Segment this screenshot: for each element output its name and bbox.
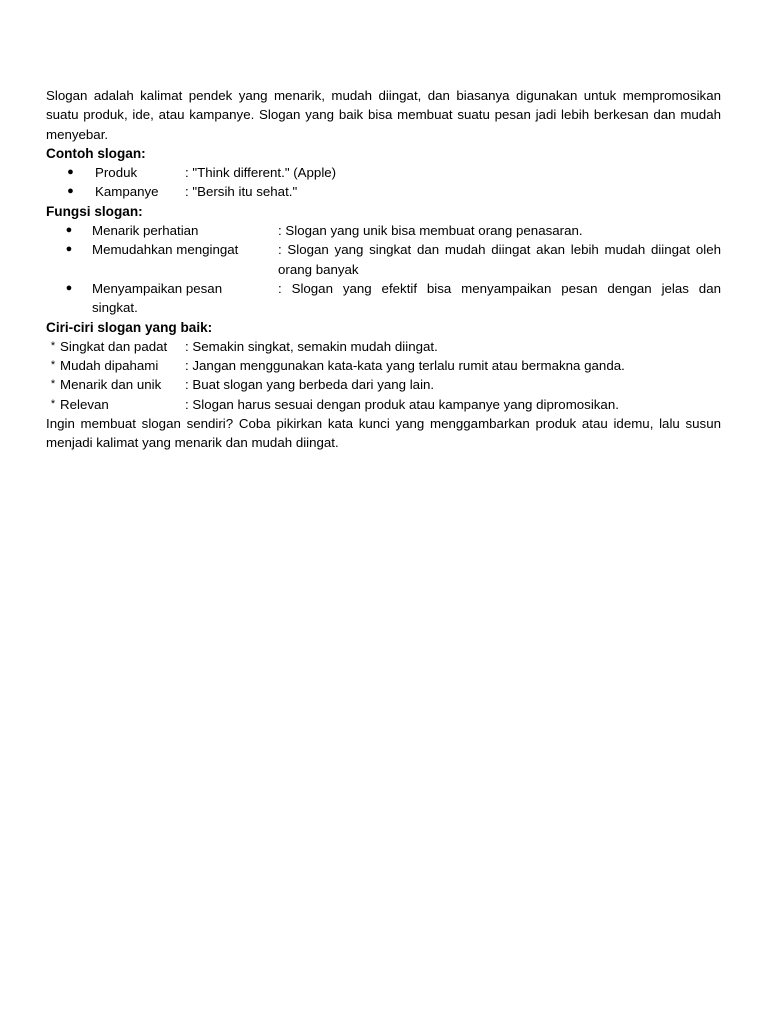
functions-heading: Fungsi slogan: bbox=[46, 203, 143, 219]
function-continuation: singkat. bbox=[92, 300, 138, 316]
trait-value: : Semakin singkat, semakin mudah diingat. bbox=[185, 338, 438, 354]
bullet-icon: ● bbox=[65, 243, 73, 256]
function-label: Memudahkan mengingat bbox=[92, 242, 239, 258]
trait-label: Mudah dipahami bbox=[60, 358, 159, 374]
intro-paragraph: Slogan adalah kalimat pendek yang menarik, mudah diingat, dan biasanya digunakan untuk mempromosikan suatu produk, ide, atau kampanye. Slogan yang baik bisa membuat suatu pesan jadi lebih berkesan dan mudah menyebar. bbox=[46, 88, 721, 142]
list-item bbox=[46, 240, 721, 279]
asterisk-icon: * bbox=[50, 378, 56, 391]
example-label: Kampanye bbox=[95, 184, 159, 200]
example-value: : "Think different." (Apple) bbox=[185, 165, 337, 181]
bullet-icon: ● bbox=[67, 185, 74, 198]
function-value: : Slogan yang efektif bisa menyampaikan pesan dengan jelas dan bbox=[278, 280, 721, 296]
traits-list bbox=[46, 337, 721, 414]
function-value: : Slogan yang singkat dan mudah diingat akan lebih mudah diingat oleh orang banyak bbox=[278, 242, 721, 277]
document-page bbox=[46, 86, 721, 453]
trait-value: : Jangan menggunakan kata-kata yang terlalu rumit atau bermakna ganda. bbox=[185, 358, 625, 374]
trait-value: : Slogan harus sesuai dengan produk atau kampanye yang dipromosikan. bbox=[185, 396, 619, 412]
trait-label: Menarik dan unik bbox=[60, 377, 162, 393]
closing-paragraph: Ingin membuat slogan sendiri? Coba pikirkan kata kunci yang menggambarkan produk atau idemu, lalu susun menjadi kalimat yang menarik dan mudah diingat. bbox=[46, 416, 721, 451]
example-value: : "Bersih itu sehat." bbox=[185, 184, 298, 200]
list-item bbox=[46, 395, 721, 414]
traits-heading: Ciri-ciri slogan yang baik: bbox=[46, 319, 213, 335]
trait-label: Singkat dan padat bbox=[60, 338, 168, 354]
list-item bbox=[46, 221, 721, 240]
function-label: Menyampaikan pesan bbox=[92, 280, 223, 296]
list-item bbox=[46, 279, 721, 298]
list-item bbox=[46, 163, 721, 182]
examples-heading: Contoh slogan: bbox=[46, 145, 146, 161]
bullet-icon: ● bbox=[65, 281, 73, 294]
trait-label: Relevan bbox=[60, 396, 109, 412]
examples-list bbox=[46, 163, 721, 202]
list-item bbox=[46, 182, 721, 201]
asterisk-icon: * bbox=[50, 397, 56, 410]
example-label: Produk bbox=[95, 165, 138, 181]
list-item bbox=[46, 375, 721, 394]
list-item bbox=[46, 337, 721, 356]
asterisk-icon: * bbox=[50, 359, 56, 372]
asterisk-icon: * bbox=[50, 339, 56, 352]
functions-list bbox=[46, 221, 721, 317]
trait-value: : Buat slogan yang berbeda dari yang lain. bbox=[185, 377, 435, 393]
bullet-icon: ● bbox=[67, 166, 74, 179]
function-value: : Slogan yang unik bisa membuat orang penasaran. bbox=[278, 223, 583, 239]
bullet-icon: ● bbox=[65, 224, 73, 237]
list-item bbox=[46, 356, 721, 375]
function-label: Menarik perhatian bbox=[92, 223, 199, 239]
